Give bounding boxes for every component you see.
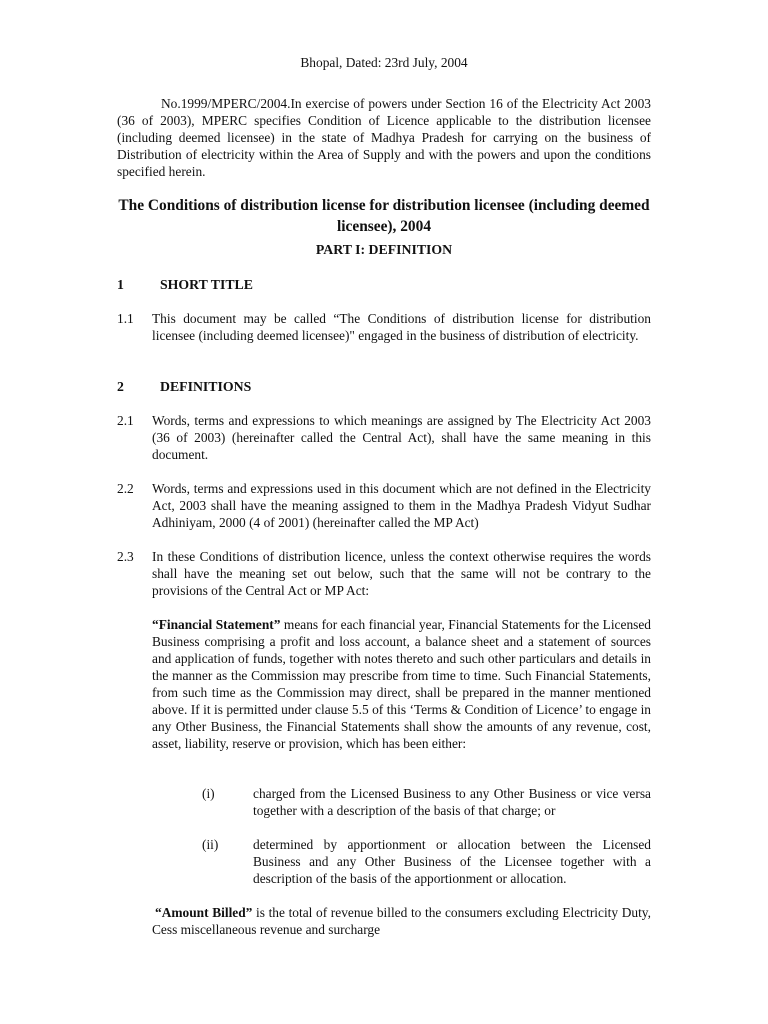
clause-text: Words, terms and expressions used in this document which are not defined in the Electricity Act, 2003 shall have the meaning assigned to them in the Madhya Pradesh Vidyut Sudhar Adhiniyam, 2000 (4 of 2001) (hereinafter called the MP Act) bbox=[152, 481, 651, 530]
sub-item-number: (i) bbox=[202, 786, 215, 801]
section-number: 2 bbox=[117, 379, 124, 394]
intro-paragraph: No.1999/MPERC/2004.In exercise of powers under Section 16 of the Electricity Act 2003 (36 of 2003), MPERC specifies Condition of Licence applicable to the distribution licensee (including deemed licensee) in the state of Madhya Pradesh for carrying on the business of Distribution of electricity within the Area of Supply and with the powers and upon the conditions specified herein. bbox=[117, 96, 651, 179]
clause-text: This document may be called “The Conditions of distribution license for distribution licensee (including deemed licensee)" engaged in the business of distribution of electricity. bbox=[152, 311, 651, 343]
clause-2-3 bbox=[117, 548, 651, 599]
section-number: 1 bbox=[117, 277, 124, 292]
clause-1-1 bbox=[117, 310, 651, 344]
sub-item-ii bbox=[202, 836, 651, 887]
sub-item-text: determined by apportionment or allocation between the Licensed Business and any Other Business of the Licensee together with a description of the basis of the apportionment or allocation. bbox=[253, 837, 651, 886]
section-heading-short-title bbox=[117, 276, 253, 293]
section-title: SHORT TITLE bbox=[160, 277, 253, 292]
clause-2-1 bbox=[117, 412, 651, 463]
clause-number: 2.1 bbox=[117, 413, 134, 428]
definition-financial-statement bbox=[152, 616, 651, 752]
clause-number: 1.1 bbox=[117, 311, 134, 326]
part-title: PART I: DEFINITION bbox=[315, 242, 453, 257]
definition-term: “Amount Billed” bbox=[155, 905, 253, 920]
definition-term: “Financial Statement” bbox=[152, 617, 281, 632]
section-title: DEFINITIONS bbox=[160, 379, 252, 394]
clause-text: In these Conditions of distribution licence, unless the context otherwise requires the words shall have the meaning set out below, such that the same will not be contrary to the provisions of the Central Act or MP Act: bbox=[152, 549, 651, 598]
clause-number: 2.3 bbox=[117, 549, 134, 564]
document-title: The Conditions of distribution license for distribution licensee (including deemed licensee), 2004 bbox=[118, 197, 650, 235]
sub-item-i bbox=[202, 785, 651, 819]
clause-text: Words, terms and expressions to which meanings are assigned by The Electricity Act 2003 (36 of 2003) (hereinafter called the Central Act), shall have the same meaning in this document. bbox=[152, 413, 651, 462]
sub-item-text: charged from the Licensed Business to any Other Business or vice versa together with a description of the basis of that charge; or bbox=[253, 786, 651, 818]
sub-item-number: (ii) bbox=[202, 837, 219, 852]
definition-amount-billed bbox=[152, 904, 651, 938]
section-heading-definitions bbox=[117, 378, 251, 395]
definition-text: is the total of revenue billed to the consumers excluding Electricity Duty, Cess miscellaneous revenue and surcharge bbox=[152, 905, 651, 937]
dateline: Bhopal, Dated: 23rd July, 2004 bbox=[300, 55, 468, 70]
clause-2-2 bbox=[117, 480, 651, 531]
definition-text: means for each financial year, Financial Statements for the Licensed Business comprising a profit and loss account, a balance sheet and a statement of sources and application of funds, together with notes thereto and such other particulars and details in the manner as the Commission may prescribe from time to time. Such Financial Statements, from such time as the Commission may direct, shall be prepared in the manner mentioned above. If it is permitted under clause 5.5 of this ‘Terms & Condition of Licence’ to engage in any Other Business, the Financial Statements shall show the amounts of any revenue, cost, asset, liability, reserve or provision, which has been either: bbox=[152, 617, 651, 751]
clause-number: 2.2 bbox=[117, 481, 134, 496]
